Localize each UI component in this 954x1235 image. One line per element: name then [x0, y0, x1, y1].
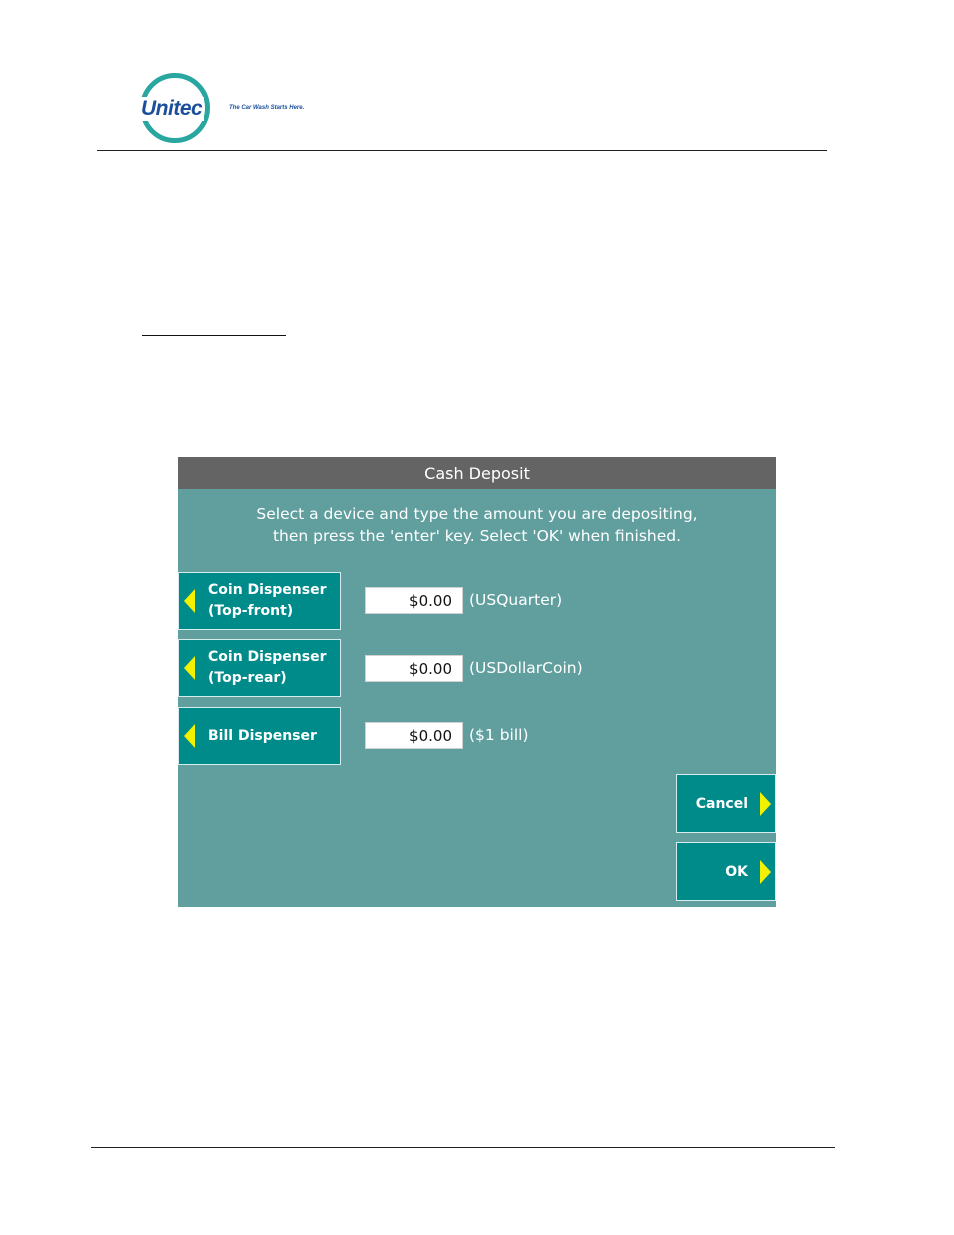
instructions-line-1: Select a device and type the amount you are depositing, [256, 505, 698, 523]
device-label-line2: (Top-front) [208, 603, 294, 619]
dialog-instructions [178, 503, 776, 547]
arrow-right-icon [760, 860, 771, 884]
device-label-line1: Coin Dispenser [208, 649, 327, 665]
device-label-line1: Coin Dispenser [208, 582, 327, 598]
logo-tagline: The Car Wash Starts Here. [229, 105, 305, 111]
device-label-line2: (Top-rear) [208, 670, 287, 686]
unitec-logo [138, 73, 220, 147]
ok-label: OK [725, 863, 748, 880]
instructions-line-2: then press the 'enter' key. Select 'OK' when finished. [272, 527, 682, 545]
cash-deposit-dialog [178, 457, 776, 907]
arrow-left-icon [184, 724, 195, 748]
arrow-left-icon [184, 656, 195, 680]
top-rear-unit-label: (USDollarCoin) [469, 659, 583, 677]
ok-button[interactable] [676, 842, 776, 901]
top-rear-amount-input[interactable] [365, 655, 463, 682]
bill-unit-label: ($1 bill) [469, 726, 529, 744]
device-label-line1: Bill Dispenser [208, 727, 317, 744]
arrow-right-icon [760, 792, 771, 816]
cancel-label: Cancel [695, 795, 748, 812]
cancel-button[interactable] [676, 774, 776, 833]
dialog-title: Cash Deposit [178, 457, 776, 489]
underlined-blank [142, 335, 286, 336]
bill-dispenser-button[interactable] [178, 707, 341, 765]
top-front-unit-label: (USQuarter) [469, 591, 563, 609]
coin-dispenser-top-front-button[interactable] [178, 572, 341, 630]
header-rule [97, 150, 827, 151]
coin-dispenser-top-rear-button[interactable] [178, 639, 341, 697]
arrow-left-icon [184, 589, 195, 613]
logo-wordmark: Unitec [141, 97, 203, 120]
top-front-amount-input[interactable] [365, 587, 463, 614]
bill-amount-input[interactable] [365, 722, 463, 749]
footer-rule [91, 1147, 835, 1148]
